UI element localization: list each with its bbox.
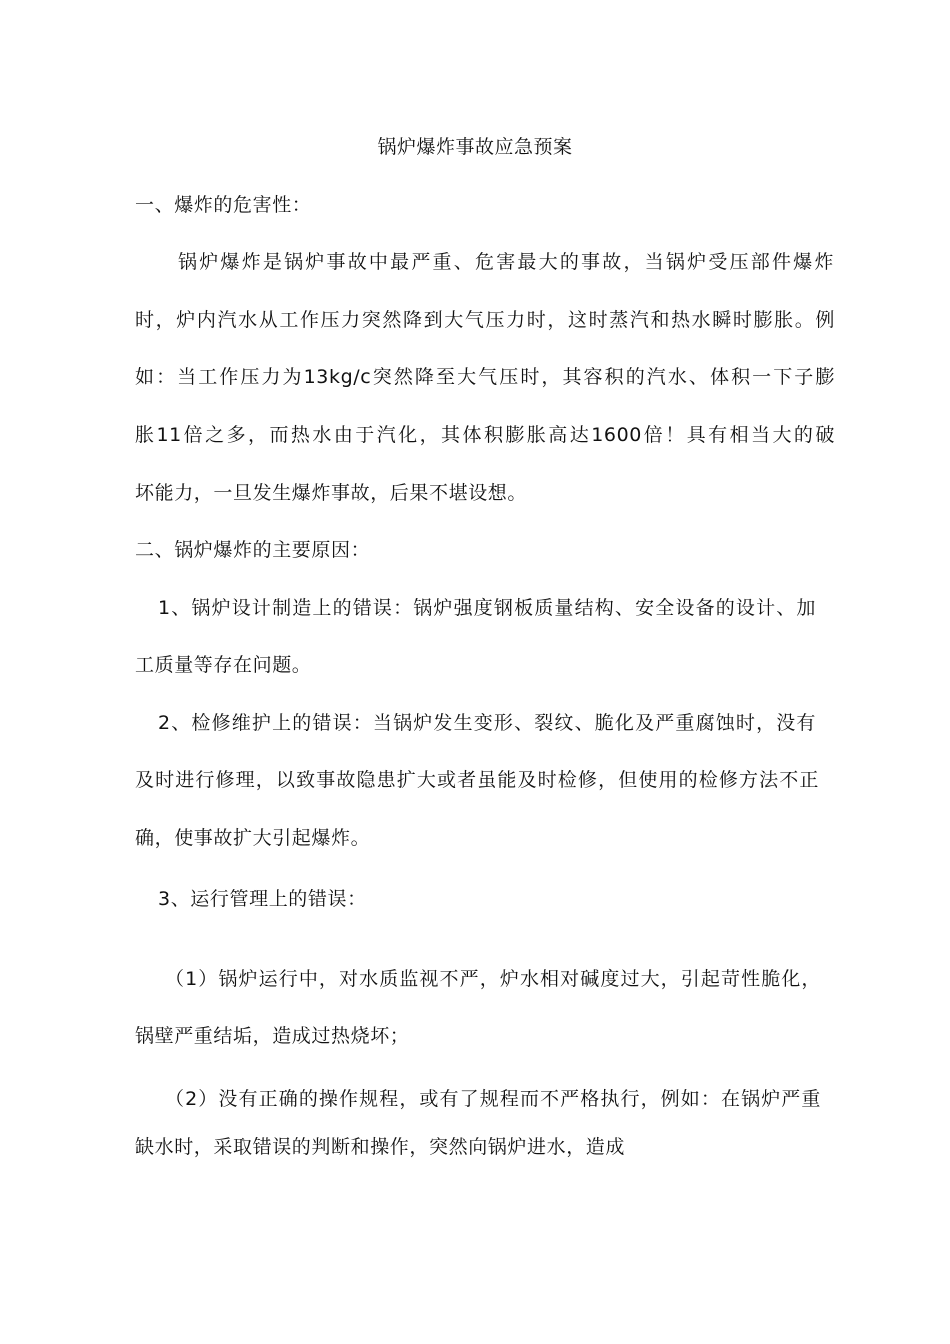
subsection-heading: 3、运行管理上的错误： bbox=[158, 888, 367, 910]
paragraph-line: 工质量等存在问题。 bbox=[135, 654, 312, 676]
paragraph-line: 如：当工作压力为13kg/c突然降至大气压时，其容积的汽水、体积一下子膨 bbox=[135, 366, 835, 388]
section-heading-1: 一、爆炸的危害性： bbox=[135, 194, 312, 216]
paragraph-line: （2）没有正确的操作规程，或有了规程而不严格执行，例如：在锅炉严重 bbox=[165, 1088, 821, 1110]
paragraph-line: 缺水时，采取错误的判断和操作，突然向锅炉进水，造成 bbox=[135, 1136, 626, 1158]
paragraph-line: 时，炉内汽水从工作压力突然降到大气压力时，这时蒸汽和热水瞬时膨胀。例 bbox=[135, 309, 835, 331]
paragraph-line: （1）锅炉运行中，对水质监视不严，炉水相对碱度过大，引起苛性脆化， bbox=[165, 968, 821, 990]
paragraph-line: 确，使事故扩大引起爆炸。 bbox=[135, 827, 371, 849]
paragraph-line: 坏能力，一旦发生爆炸事故，后果不堪设想。 bbox=[135, 482, 528, 504]
paragraph-line: 1、锅炉设计制造上的错误：锅炉强度钢板质量结构、安全设备的设计、加 bbox=[158, 597, 816, 619]
document-title: 锅炉爆炸事故应急预案 bbox=[377, 136, 573, 158]
paragraph-line: 锅炉爆炸是锅炉事故中最严重、危害最大的事故，当锅炉受压部件爆炸 bbox=[178, 251, 834, 273]
paragraph-line: 2、检修维护上的错误：当锅炉发生变形、裂纹、脆化及严重腐蚀时，没有 bbox=[158, 712, 816, 734]
paragraph-line: 及时进行修理，以致事故隐患扩大或者虽能及时检修，但使用的检修方法不正 bbox=[135, 769, 819, 791]
section-heading-2: 二、锅炉爆炸的主要原因： bbox=[135, 539, 371, 561]
paragraph-line: 胀11倍之多，而热水由于汽化，其体积膨胀高达1600倍！具有相当大的破 bbox=[135, 424, 835, 446]
paragraph-line: 锅壁严重结垢，造成过热烧坏； bbox=[135, 1025, 410, 1047]
